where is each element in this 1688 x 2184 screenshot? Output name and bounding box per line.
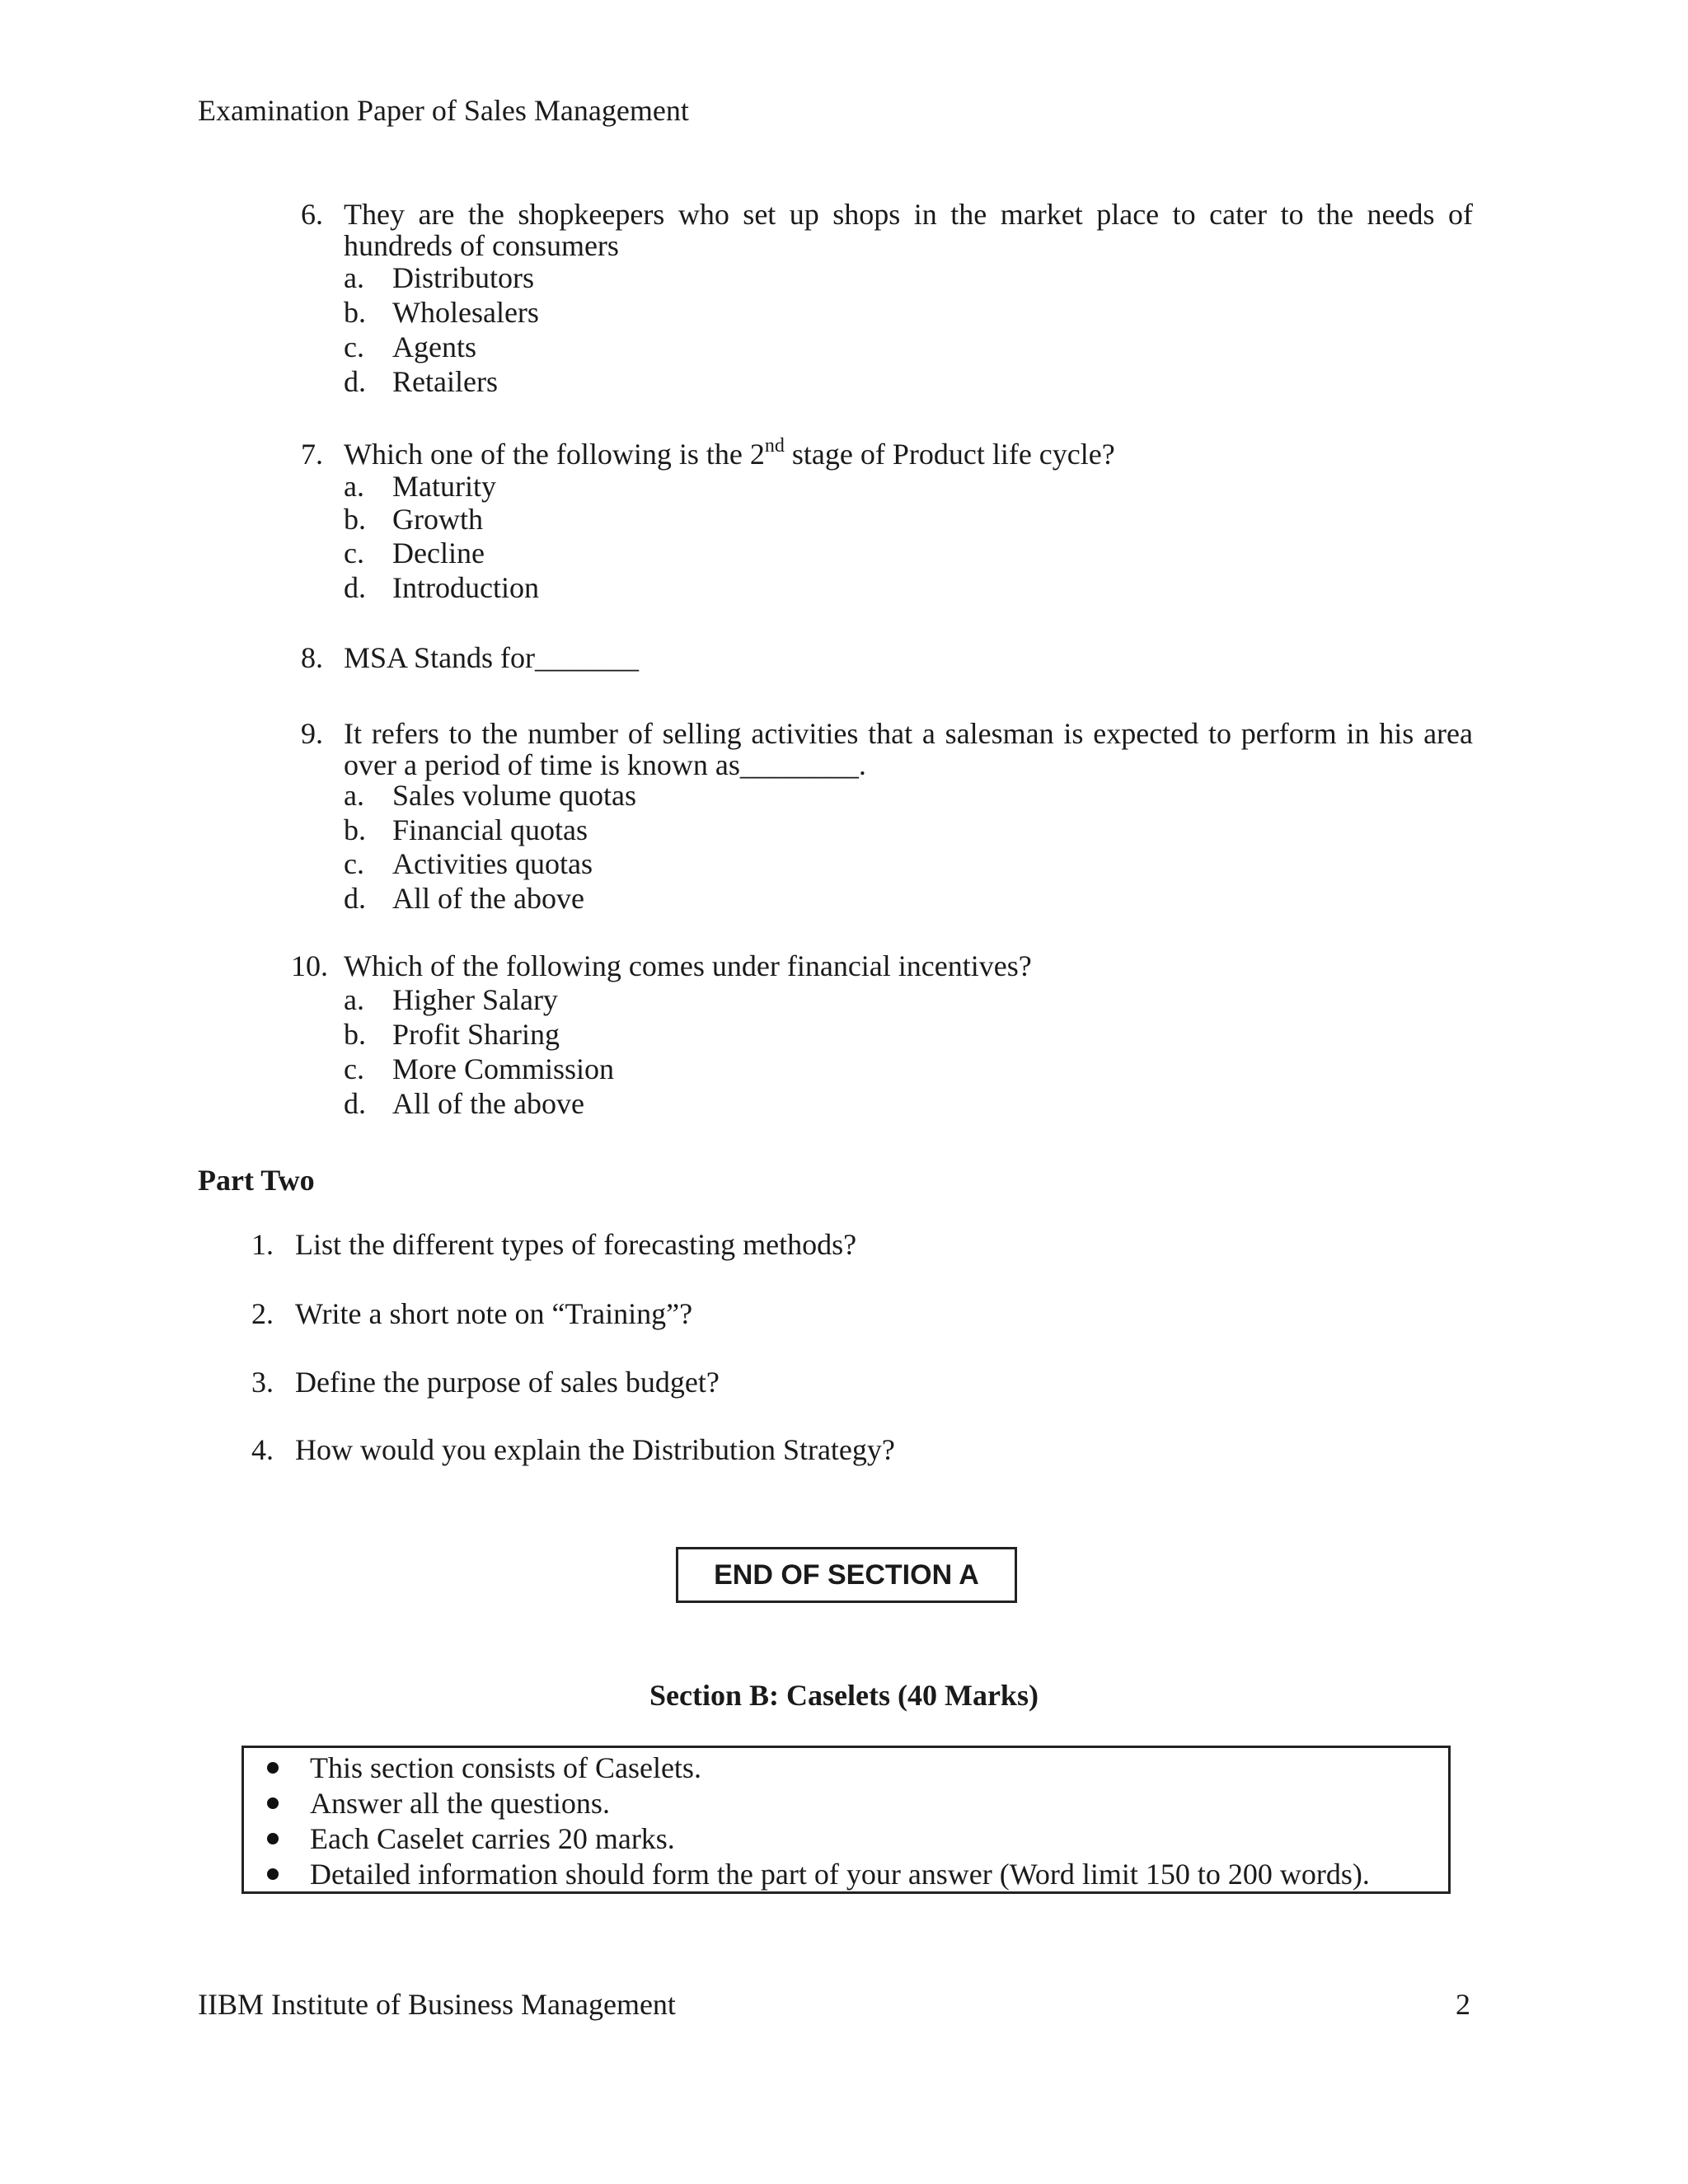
- option-letter: b.: [344, 296, 366, 329]
- option-letter: b.: [344, 503, 366, 536]
- question-number: 7.: [301, 438, 323, 471]
- option-letter: d.: [344, 571, 366, 604]
- option-letter: d.: [344, 1087, 366, 1120]
- instruction-text: Detailed information should form the part of your answer (Word limit 150 to 200 words).: [310, 1858, 1370, 1891]
- option-letter: a.: [344, 779, 364, 812]
- option-letter: a.: [344, 470, 364, 503]
- option-text: All of the above: [392, 1087, 584, 1120]
- bullet-icon: [267, 1868, 279, 1880]
- option-letter: c.: [344, 1052, 364, 1085]
- option-letter: b.: [344, 813, 366, 846]
- option-text: Profit Sharing: [392, 1018, 560, 1051]
- part-two-title: Part Two: [198, 1164, 315, 1197]
- question-number: 2.: [251, 1297, 274, 1330]
- option-text: Maturity: [392, 470, 496, 503]
- option-text: Growth: [392, 503, 483, 536]
- option-text: Higher Salary: [392, 983, 558, 1016]
- option-text: All of the above: [392, 882, 584, 915]
- option-text: Activities quotas: [392, 847, 593, 880]
- question-text: [344, 198, 1473, 231]
- page-number: 2: [1456, 1988, 1470, 2021]
- instructions-box: [241, 1746, 1451, 1894]
- question-text: List the different types of forecasting methods?: [295, 1228, 857, 1261]
- question-line: They are the shopkeepers who set up shops in the market place to cater to the needs of: [344, 198, 1473, 231]
- question-text: Write a short note on “Training”?: [295, 1297, 693, 1330]
- option-letter: c.: [344, 330, 364, 363]
- option-letter: d.: [344, 365, 366, 398]
- option-text: More Commission: [392, 1052, 615, 1085]
- question-number: 9.: [301, 717, 323, 750]
- option-text: Introduction: [392, 571, 539, 604]
- question-text-part: stage of Product life cycle?: [784, 438, 1115, 471]
- bullet-icon: [267, 1833, 279, 1844]
- option-text: Financial quotas: [392, 813, 588, 846]
- question-text-continued: hundreds of consumers: [344, 229, 619, 262]
- question-text-continued: over a period of time is known as________.: [344, 748, 866, 781]
- question-number: 3.: [251, 1366, 274, 1399]
- option-letter: b.: [344, 1018, 366, 1051]
- question-line: It refers to the number of selling activities that a salesman is expected to perform in his area: [344, 717, 1473, 750]
- question-number: 10.: [291, 949, 328, 982]
- question-number: 8.: [301, 641, 323, 674]
- section-b-title: Section B: Caselets (40 Marks): [649, 1679, 1039, 1712]
- question-text: How would you explain the Distribution Strategy?: [295, 1433, 895, 1466]
- question-text: Which of the following comes under financial incentives?: [344, 949, 1032, 982]
- option-text: Agents: [392, 330, 476, 363]
- option-letter: c.: [344, 537, 364, 569]
- instruction-text: Answer all the questions.: [310, 1787, 610, 1820]
- question-number: 4.: [251, 1433, 274, 1466]
- question-text: Define the purpose of sales budget?: [295, 1366, 720, 1399]
- option-text: Retailers: [392, 365, 498, 398]
- ordinal-suffix: nd: [764, 435, 785, 457]
- bullet-icon: [267, 1762, 279, 1774]
- end-of-section-banner: END OF SECTION A: [676, 1547, 1017, 1603]
- option-letter: a.: [344, 261, 364, 294]
- question-text: MSA Stands for_______: [344, 641, 640, 674]
- footer-institute: IIBM Institute of Business Management: [198, 1988, 676, 2021]
- option-letter: c.: [344, 847, 364, 880]
- question-text: [344, 717, 1473, 750]
- option-text: Wholesalers: [392, 296, 539, 329]
- question-text: [344, 435, 1115, 471]
- question-number: 1.: [251, 1228, 274, 1261]
- option-letter: d.: [344, 882, 366, 915]
- bullet-icon: [267, 1797, 279, 1809]
- question-text-part: Which one of the following is the 2: [344, 438, 765, 471]
- question-number: 6.: [301, 198, 323, 231]
- page-header: Examination Paper of Sales Management: [198, 94, 689, 127]
- instruction-text: This section consists of Caselets.: [310, 1751, 701, 1784]
- option-text: Decline: [392, 537, 485, 569]
- option-text: Sales volume quotas: [392, 779, 636, 812]
- option-text: Distributors: [392, 261, 535, 294]
- instruction-text: Each Caselet carries 20 marks.: [310, 1822, 675, 1855]
- option-letter: a.: [344, 983, 364, 1016]
